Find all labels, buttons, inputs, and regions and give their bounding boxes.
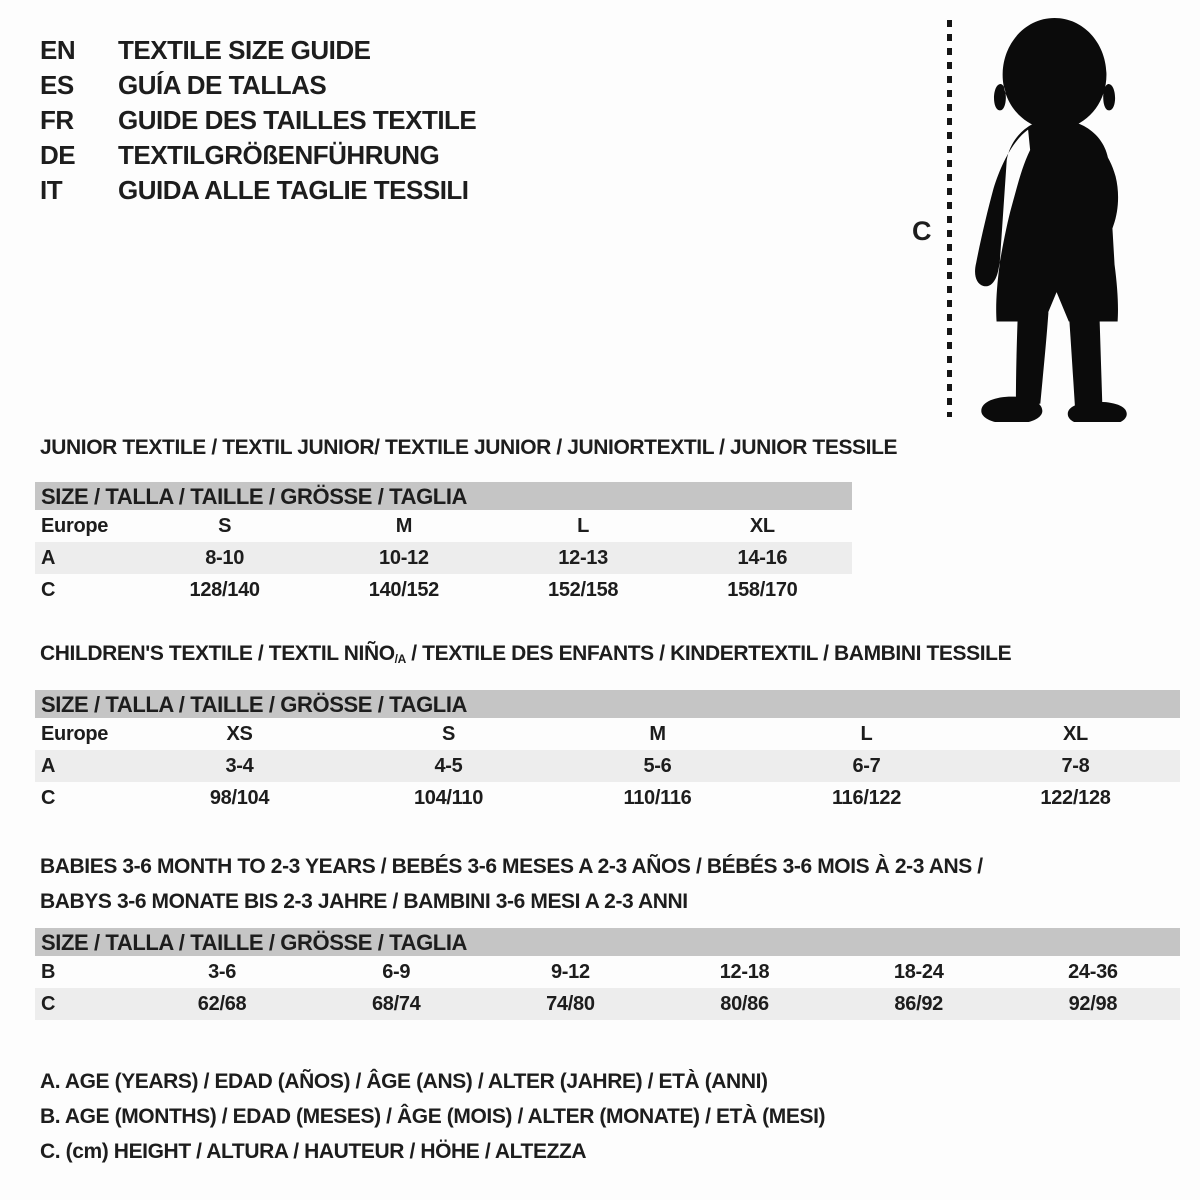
size-value: 6-7 bbox=[852, 754, 881, 777]
lang-code: ES bbox=[40, 70, 74, 100]
size-value: 8-10 bbox=[205, 546, 245, 569]
size-value: 4-5 bbox=[434, 754, 463, 777]
size-header-bar bbox=[35, 928, 1180, 956]
size-value: 116/122 bbox=[831, 786, 902, 809]
row-label: A bbox=[41, 754, 56, 777]
lang-title: TEXTILE SIZE GUIDE bbox=[118, 35, 371, 65]
lang-title: GUIDE DES TAILLES TEXTILE bbox=[118, 105, 477, 135]
table-row bbox=[35, 988, 1180, 1020]
babies-size-table bbox=[35, 956, 1180, 1020]
row-label: B bbox=[41, 960, 56, 983]
lang-code: IT bbox=[40, 175, 63, 205]
size-value: 9-12 bbox=[550, 960, 590, 983]
size-value: M bbox=[649, 722, 666, 745]
size-value: 110/116 bbox=[623, 786, 692, 809]
size-value: 152/158 bbox=[548, 578, 619, 601]
table-row bbox=[35, 510, 852, 542]
size-value: 6-9 bbox=[382, 960, 411, 983]
height-measure-label: C bbox=[912, 216, 932, 246]
size-value: 3-4 bbox=[225, 754, 254, 777]
table-row bbox=[35, 718, 1180, 750]
table-row bbox=[35, 542, 852, 574]
size-value: 18-24 bbox=[893, 960, 944, 983]
size-value: 7-8 bbox=[1061, 754, 1090, 777]
size-value: XL bbox=[1063, 722, 1088, 745]
size-value: S bbox=[218, 514, 232, 537]
lang-row-de bbox=[40, 138, 476, 173]
junior-section-title: JUNIOR TEXTILE / TEXTIL JUNIOR/ TEXTILE JUNIOR / JUNIORTEXTIL / JUNIOR TESSILE bbox=[40, 436, 898, 459]
size-header-bar bbox=[35, 690, 1180, 718]
size-header-label: SIZE / TALLA / TAILLE / GRÖSSE / TAGLIA bbox=[41, 484, 468, 509]
toddler-silhouette-icon bbox=[963, 16, 1141, 422]
size-value: 98/104 bbox=[209, 786, 270, 809]
size-value: 10-12 bbox=[379, 546, 429, 569]
children-textile-section bbox=[35, 642, 1180, 814]
size-value: 92/98 bbox=[1068, 992, 1118, 1015]
babies-section-title bbox=[35, 849, 1180, 919]
size-value: 140/152 bbox=[368, 578, 439, 601]
children-title-subscript: /A bbox=[394, 652, 406, 666]
children-title-main: CHILDREN'S TEXTILE / TEXTIL NIÑO bbox=[40, 642, 395, 665]
row-label: C bbox=[41, 992, 56, 1015]
lang-row-en bbox=[40, 33, 476, 68]
language-title-block bbox=[40, 33, 476, 208]
babies-textile-section bbox=[35, 849, 1180, 1020]
lang-code: FR bbox=[40, 105, 74, 135]
size-value: XS bbox=[226, 722, 253, 745]
legend-line-a: A. AGE (YEARS) / EDAD (AÑOS) / ÂGE (ANS) / ALTER (JAHRE) / ETÀ (ANNI) bbox=[40, 1070, 768, 1093]
row-label: C bbox=[41, 786, 56, 809]
lang-code: EN bbox=[40, 35, 76, 65]
junior-size-table bbox=[35, 510, 852, 606]
size-header-bar bbox=[35, 482, 852, 510]
size-value: 80/86 bbox=[720, 992, 769, 1015]
lang-title: GUIDA ALLE TAGLIE TESSILI bbox=[118, 175, 469, 205]
children-section-title bbox=[35, 642, 1180, 668]
children-size-table bbox=[35, 718, 1180, 814]
size-value: 74/80 bbox=[546, 992, 595, 1015]
size-value: XL bbox=[749, 514, 775, 537]
table-row bbox=[35, 574, 852, 606]
legend-line-c: C. (cm) HEIGHT / ALTURA / HAUTEUR / HÖHE / ALTEZZA bbox=[40, 1140, 587, 1163]
children-title-rest: / TEXTILE DES ENFANTS / KINDERTEXTIL / BAMBINI TESSILE bbox=[405, 642, 1012, 665]
size-value: 122/128 bbox=[1040, 786, 1111, 809]
table-row bbox=[35, 956, 1180, 988]
size-value: L bbox=[577, 514, 590, 537]
size-value: 128/140 bbox=[189, 578, 260, 601]
babies-title-line1: BABIES 3-6 MONTH TO 2-3 YEARS / BEBÉS 3-6 MESES A 2-3 AÑOS / BÉBÉS 3-6 MOIS À 2-3 ANS / bbox=[40, 855, 983, 878]
lang-title: TEXTILGRÖßENFÜHRUNG bbox=[118, 140, 440, 170]
size-value: 12-13 bbox=[558, 546, 608, 569]
table-row bbox=[35, 750, 1180, 782]
lang-code: DE bbox=[40, 140, 76, 170]
size-value: 5-6 bbox=[643, 754, 672, 777]
lang-row-fr bbox=[40, 103, 476, 138]
size-value: L bbox=[860, 722, 873, 745]
size-value: 24-36 bbox=[1068, 960, 1118, 983]
row-label: Europe bbox=[41, 514, 109, 537]
junior-textile-section bbox=[35, 436, 898, 606]
size-value: 104/110 bbox=[413, 786, 484, 809]
lang-row-it bbox=[40, 173, 476, 208]
legend-line-b: B. AGE (MONTHS) / EDAD (MESES) / ÂGE (MOIS) / ALTER (MONATE) / ETÀ (MESI) bbox=[40, 1105, 826, 1128]
lang-title: GUÍA DE TALLAS bbox=[118, 70, 327, 100]
lang-row-es bbox=[40, 68, 476, 103]
size-header-label: SIZE / TALLA / TAILLE / GRÖSSE / TAGLIA bbox=[41, 692, 468, 717]
size-value: 158/170 bbox=[727, 578, 798, 601]
size-value: 14-16 bbox=[737, 546, 788, 569]
size-value: 62/68 bbox=[197, 992, 247, 1015]
babies-title-line2: BABYS 3-6 MONATE BIS 2-3 JAHRE / BAMBINI 3-6 MESI A 2-3 ANNI bbox=[40, 890, 688, 913]
height-measure-dashed-line bbox=[947, 20, 952, 417]
row-label: A bbox=[41, 546, 56, 569]
size-value: 86/92 bbox=[894, 992, 943, 1015]
size-value: 68/74 bbox=[371, 992, 421, 1015]
size-header-label: SIZE / TALLA / TAILLE / GRÖSSE / TAGLIA bbox=[41, 930, 468, 955]
size-value: S bbox=[441, 722, 456, 745]
row-label: Europe bbox=[41, 722, 109, 745]
size-value: 3-6 bbox=[208, 960, 237, 983]
row-label: C bbox=[41, 578, 56, 601]
size-value: M bbox=[395, 514, 413, 537]
size-value: 12-18 bbox=[719, 960, 770, 983]
table-row bbox=[35, 782, 1180, 814]
measurement-legend bbox=[40, 1064, 825, 1169]
